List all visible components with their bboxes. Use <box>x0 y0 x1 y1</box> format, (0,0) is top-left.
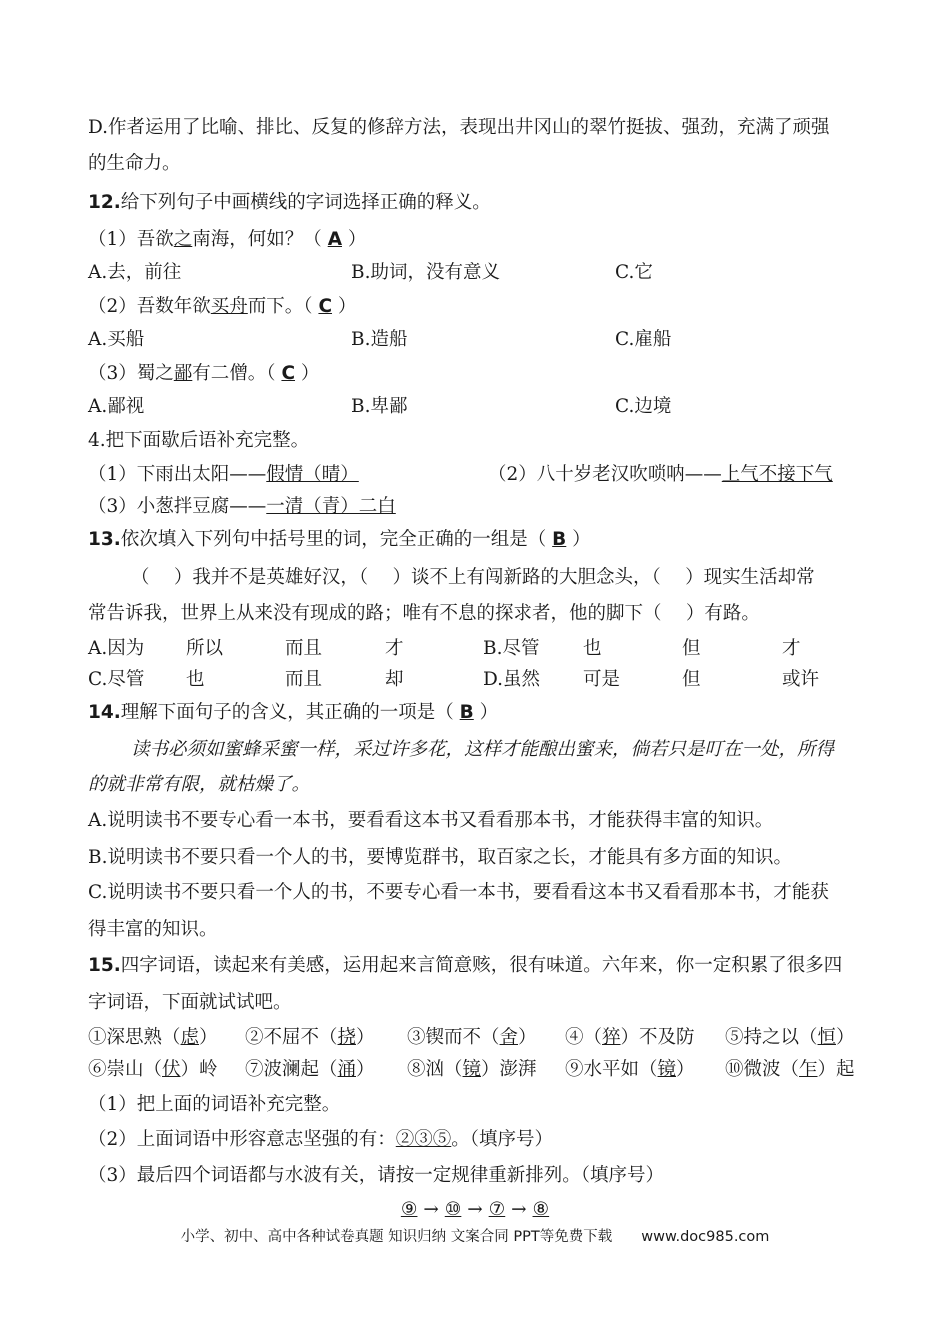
q13-option-c-4: 却 <box>385 669 404 690</box>
arrow-icon: → <box>423 1199 439 1220</box>
arrow-icon: → <box>511 1199 527 1220</box>
answer: B <box>459 702 474 723</box>
question-text: 给下列句子中画横线的字词选择正确的释义。 <box>120 192 491 213</box>
q12-sub-3: （3）蜀之鄙有二僧。（ C ） <box>88 363 320 384</box>
q13-option-a-1: A.因为 <box>88 638 145 659</box>
q12-2-option-a: A.买船 <box>88 329 145 350</box>
q13-option-c-2: 也 <box>186 669 205 690</box>
q12-1-option-b: B.助词，没有意义 <box>351 262 500 283</box>
answer: 伏 <box>162 1059 181 1080</box>
option-d-line-2: 的生命力。 <box>88 153 181 174</box>
q4-sub-2: （2）八十岁老汉吹唢呐——上气不接下气 <box>488 464 833 485</box>
answer: 上气不接下气 <box>721 464 833 485</box>
q12-2-option-b: B.造船 <box>351 329 408 350</box>
answer: 假情（晴） <box>266 464 359 485</box>
q12-3-option-a: A.鄙视 <box>88 396 145 417</box>
q13-option-d-4: 或许 <box>782 669 820 690</box>
idiom-6: ⑥崇山（伏）岭 <box>88 1059 218 1080</box>
q13-passage-1: （ ）我并不是英雄好汉，（ ）谈不上有闯新路的大胆念头，（ ）现实生活却常 <box>131 567 815 588</box>
idiom-10: ⑩微波（乍）起 <box>725 1059 855 1080</box>
question-14: 14.理解下面句子的含义，其正确的一项是（ B ） <box>88 702 499 723</box>
q13-option-d-1: D.虽然 <box>483 669 541 690</box>
q15-sub-2: （2）上面词语中形容意志坚强的有：②③⑤。（填序号） <box>88 1129 554 1150</box>
idiom-8: ⑧汹（镜）澎湃 <box>407 1059 537 1080</box>
q13-option-c-1: C.尽管 <box>88 669 145 690</box>
q14-option-b: B.说明读书不要只看一个人的书，要博览群书，取百家之长，才能具有多方面的知识。 <box>88 847 792 868</box>
q13-option-b-4: 才 <box>782 638 801 659</box>
idiom-7: ⑦波澜起（涌） <box>245 1059 375 1080</box>
q12-sub-1: （1）吾欲之南海，何如？（ A ） <box>88 229 367 250</box>
q13-option-d-3: 但 <box>682 669 701 690</box>
answer: C <box>318 296 333 317</box>
q13-option-c-3: 而且 <box>285 669 323 690</box>
q14-option-c-1: C.说明读书不要只看一个人的书，不要专心看一本书，要看看这本书又看看那本书，才能获 <box>88 882 829 903</box>
answer: B <box>552 529 567 550</box>
q15-sub-3: （3）最后四个词语都与水波有关，请按一定规律重新排列。（填序号） <box>88 1165 665 1186</box>
q4-sub-3: （3）小葱拌豆腐——一清（青）二白 <box>88 496 396 517</box>
q13-option-b-2: 也 <box>583 638 602 659</box>
q14-option-c-2: 得丰富的知识。 <box>88 919 218 940</box>
idiom-2: ②不屈不（挠） <box>245 1027 375 1048</box>
q12-3-option-c: C.边境 <box>615 396 672 417</box>
question-12 <box>88 190 491 216</box>
q13-option-d-2: 可是 <box>583 669 621 690</box>
question-15: 15.四字词语，读起来有美感，运用起来言简意赅，很有味道。六年来，你一定积累了很多四 <box>88 955 843 976</box>
question-13: 13.依次填入下列句中括号里的词，完全正确的一组是（ B ） <box>88 529 591 550</box>
q12-sub-2: （2）吾数年欲买舟而下。（ C ） <box>88 296 357 317</box>
idiom-9: ⑨水平如（镜） <box>565 1059 695 1080</box>
answer: 一清（青）二白 <box>266 496 396 517</box>
q12-3-option-b: B.卑鄙 <box>351 396 408 417</box>
answer: 镜 <box>657 1059 677 1080</box>
question-4: 4.把下面歇后语补充完整。 <box>88 430 310 451</box>
q14-option-a: A.说明读书不要专心看一本书，要看看这本书又看看那本书，才能获得丰富的知识。 <box>88 810 774 831</box>
sequence-item: ⑦ <box>488 1199 506 1220</box>
q13-option-b-1: B.尽管 <box>483 638 540 659</box>
answer: 镜 <box>462 1059 482 1080</box>
answer: 乍 <box>799 1059 818 1080</box>
page-footer: 小学、初中、高中各种试卷真题 知识归纳 文案合同 PPT等免费下载 www.doc985.com <box>180 1229 770 1245</box>
arrow-icon: → <box>467 1199 483 1220</box>
q13-option-b-3: 但 <box>682 638 701 659</box>
q12-1-option-a: A.去，前往 <box>88 262 182 283</box>
answer: A <box>327 229 343 250</box>
answer: 涌 <box>337 1059 357 1080</box>
q13-option-a-4: 才 <box>385 638 404 659</box>
question-15-cont: 字词语，下面就试试吧。 <box>88 992 292 1013</box>
q12-1-option-c: C.它 <box>615 262 653 283</box>
q14-passage-2: 的就非常有限，就枯燥了。 <box>88 774 311 795</box>
underlined-word: 鄙 <box>173 363 193 384</box>
idiom-5: ⑤持之以（恒） <box>725 1027 855 1048</box>
option-d-line-1: D.作者运用了比喻、排比、反复的修辞方法，表现出井冈山的翠竹挺拔、强劲，充满了顽强 <box>88 117 830 138</box>
sequence-item: ⑩ <box>444 1199 462 1220</box>
idiom-4: ④（猝）不及防 <box>565 1027 695 1048</box>
q4-sub-1: （1）下雨出太阳——假情（晴） <box>88 464 359 485</box>
q13-option-a-3: 而且 <box>285 638 323 659</box>
question-number: 12. <box>88 192 121 213</box>
sequence-item: ⑧ <box>532 1199 550 1220</box>
idiom-3: ③锲而不（舍） <box>407 1027 537 1048</box>
q12-2-option-c: C.雇船 <box>615 329 672 350</box>
q14-passage-1: 读书必须如蜜蜂采蜜一样，采过许多花，这样才能酿出蜜来，倘若只是叮在一处，所得 <box>131 739 835 760</box>
idiom-1: ①深思熟（虑） <box>88 1027 218 1048</box>
answer: 恒 <box>817 1027 837 1048</box>
q13-passage-2: 常告诉我，世界上从来没有现成的路；唯有不息的探求者，他的脚下（ ）有路。 <box>88 603 760 624</box>
underlined-word: 之 <box>173 229 193 250</box>
answer: ②③⑤ <box>395 1129 452 1150</box>
sequence-item: ⑨ <box>400 1199 418 1220</box>
answer: 挠 <box>337 1027 357 1048</box>
answer: 舍 <box>499 1027 519 1048</box>
q13-option-a-2: 所以 <box>186 638 224 659</box>
answer: 猝 <box>602 1027 621 1048</box>
q15-sub-1: （1）把上面的词语补充完整。 <box>88 1094 341 1115</box>
underlined-word: 买舟 <box>210 296 248 317</box>
answer: C <box>281 363 296 384</box>
answer: 虑 <box>180 1027 200 1048</box>
sequence-answer <box>0 1197 950 1223</box>
